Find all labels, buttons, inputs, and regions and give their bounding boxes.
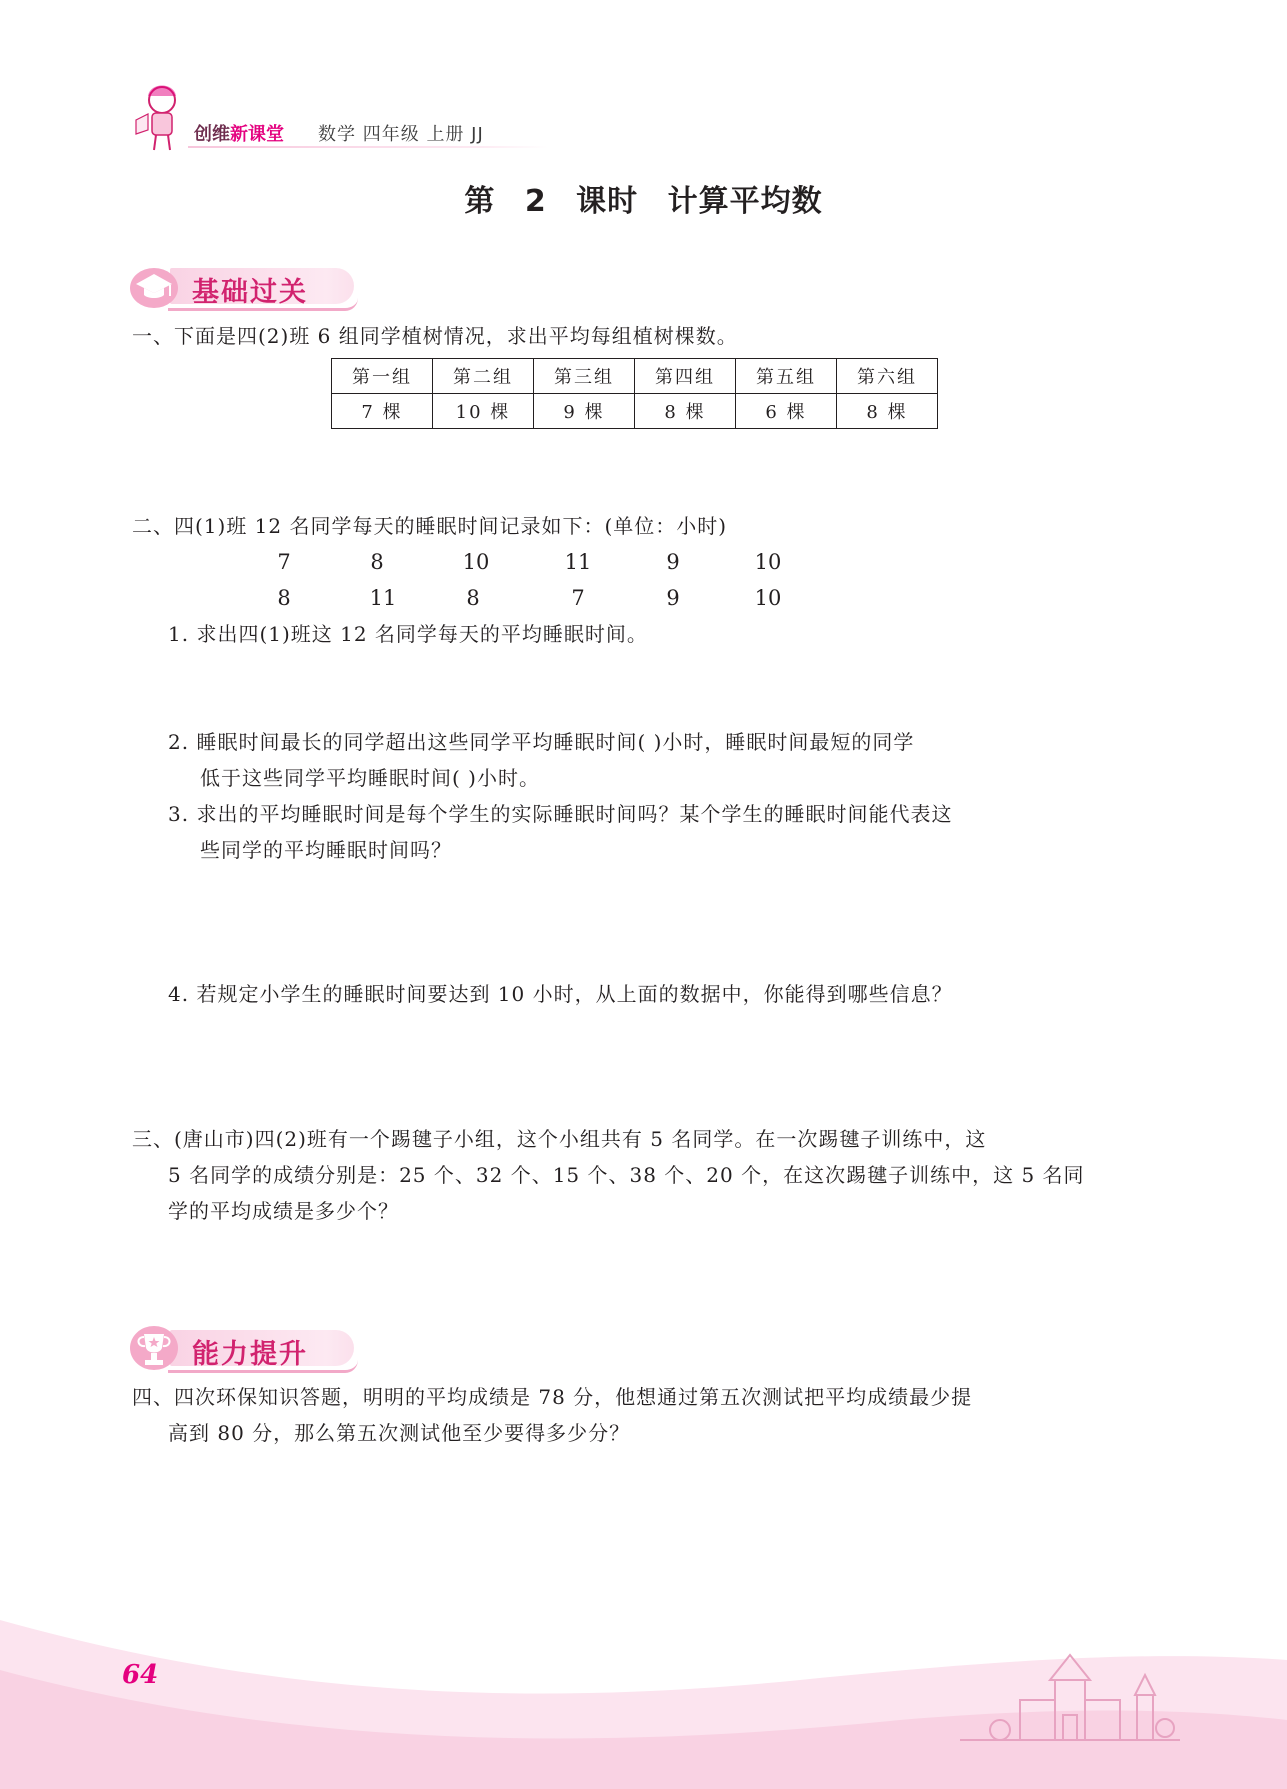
sleep-value: 9 [666,550,680,574]
lesson-title: 第 2 课时 计算平均数 [464,184,823,219]
table-header-cell: 第五组 [736,359,837,394]
section-label-basic: 基础过关 [192,277,308,308]
question-3-line-1: 三、(唐山市)四(2)班有一个踢毽子小组，这个小组共有 5 名同学。在一次踢毽子训练中，这 [132,1127,987,1151]
table-cell: 10 棵 [433,394,534,429]
section-banner-basic [128,262,358,310]
sleep-value: 8 [370,550,384,574]
brand-name: 创维新课堂 [194,124,284,145]
question-2-sub-1: 1. 求出四(1)班这 12 名同学每天的平均睡眠时间。 [168,622,648,646]
question-2-sub-3-line-1: 3. 求出的平均睡眠时间是每个学生的实际睡眠时间吗？某个学生的睡眠时间能代表这 [168,802,953,826]
question-2-sub-4: 4. 若规定小学生的睡眠时间要达到 10 小时，从上面的数据中，你能得到哪些信息？ [168,982,953,1006]
question-2-prompt: 二、四(1)班 12 名同学每天的睡眠时间记录如下：(单位：小时) [132,514,728,538]
book-header [128,80,548,152]
question-4-line-1: 四、四次环保知识答题，明明的平均成绩是 78 分，他想通过第五次测试把平均成绩最少提 [132,1385,973,1409]
header-underline [188,146,548,148]
book-subject: 数学 四年级 上册 JJ [318,124,484,145]
question-2-sub-3-line-2: 些同学的平均睡眠时间吗？ [200,838,452,862]
table-header-cell: 第三组 [534,359,635,394]
sleep-value: 8 [277,586,291,610]
table-cell: 8 棵 [635,394,736,429]
cartoon-girl-icon [128,80,190,152]
sleep-value: 11 [564,550,592,574]
table-header-cell: 第二组 [433,359,534,394]
page-number: 64 [122,1660,159,1690]
sleep-value: 8 [466,586,480,610]
graduation-cap-icon [128,262,180,310]
question-4-line-2: 高到 80 分，那么第五次测试他至少要得多少分？ [168,1421,631,1445]
trophy-icon [128,1324,180,1372]
table-cell: 8 棵 [837,394,938,429]
table-header-row [332,359,938,394]
sleep-value: 9 [666,586,680,610]
table-header-cell: 第一组 [332,359,433,394]
table-cell: 7 棵 [332,394,433,429]
table-row [332,394,938,429]
question-3-line-2: 5 名同学的成绩分别是：25 个、32 个、15 个、38 个、20 个，在这次踢毽子训练中，这 5 名同 [168,1163,1085,1187]
sleep-value: 7 [277,550,291,574]
sleep-value: 10 [754,550,782,574]
table-header-cell: 第四组 [635,359,736,394]
question-2-sub-2-line-1: 2. 睡眠时间最长的同学超出这些同学平均睡眠时间( )小时，睡眠时间最短的同学 [168,730,915,754]
sleep-value: 7 [571,586,585,610]
castle-decoration-icon [960,1640,1180,1750]
table-cell: 6 棵 [736,394,837,429]
tree-planting-table [331,358,938,429]
table-header-cell: 第六组 [837,359,938,394]
section-banner-advanced [128,1324,358,1372]
table-cell: 9 棵 [534,394,635,429]
question-3-line-3: 学的平均成绩是多少个？ [168,1199,399,1223]
sleep-value: 10 [462,550,490,574]
sleep-value: 10 [754,586,782,610]
question-2-sub-2-line-2: 低于这些同学平均睡眠时间( )小时。 [200,766,540,790]
sleep-value: 11 [369,586,397,610]
section-label-advanced: 能力提升 [192,1339,308,1370]
question-1-prompt: 一、下面是四(2)班 6 组同学植树情况，求出平均每组植树棵数。 [132,324,738,348]
